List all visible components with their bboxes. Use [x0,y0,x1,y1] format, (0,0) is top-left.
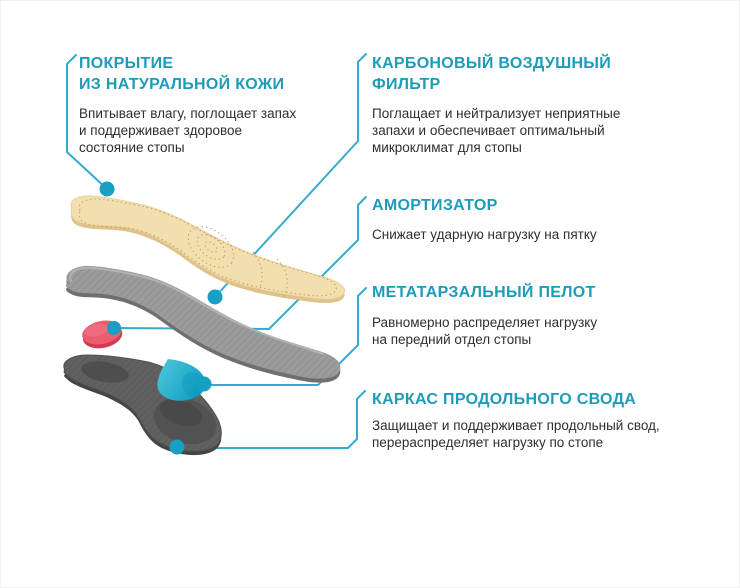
section-title: МЕТАТАРЗАЛЬНЫЙ ПЕЛОТ [372,284,596,301]
section-metatarsal-pelot [372,283,682,348]
section-description: Поглащает и нейтрализует неприятные запахи и обеспечивает оптимальный микроклимат для стопы [372,106,621,155]
section-title: АМОРТИЗАТОР [372,197,498,214]
marker-dot-metatarsal-pelot [197,377,212,392]
section-title: КАРКАС ПРОДОЛЬНОГО СВОДА [372,391,637,408]
marker-dot-carbon-filter [208,290,223,305]
section-description: Равномерно распределяет нагрузку на передний отдел стопы [372,314,598,347]
section-arch-frame [372,390,702,451]
marker-dot-shock-absorber [107,321,121,335]
marker-dot-arch-frame [170,440,185,455]
section-carbon-air-filter [372,54,682,156]
arch-support-frame [64,355,222,455]
section-description: Защищает и поддерживает продольный свод, перераспределяет нагрузку по стопе [372,417,660,450]
marker-dot-leather-cover [100,182,115,197]
section-leather-cover [79,54,369,156]
section-description: Снижает ударную нагрузку на пятку [372,226,597,242]
section-title: ПОКРЫТИЕ ИЗ НАТУРАЛЬНОЙ КОЖИ [79,55,285,93]
section-shock-absorber [372,196,682,243]
section-description: Впитывает влагу, поглощает запах и поддерживает здоровое состояние стопы [79,106,297,155]
section-title: КАРБОНОВЫЙ ВОЗДУШНЫЙ ФИЛЬТР [372,55,612,93]
